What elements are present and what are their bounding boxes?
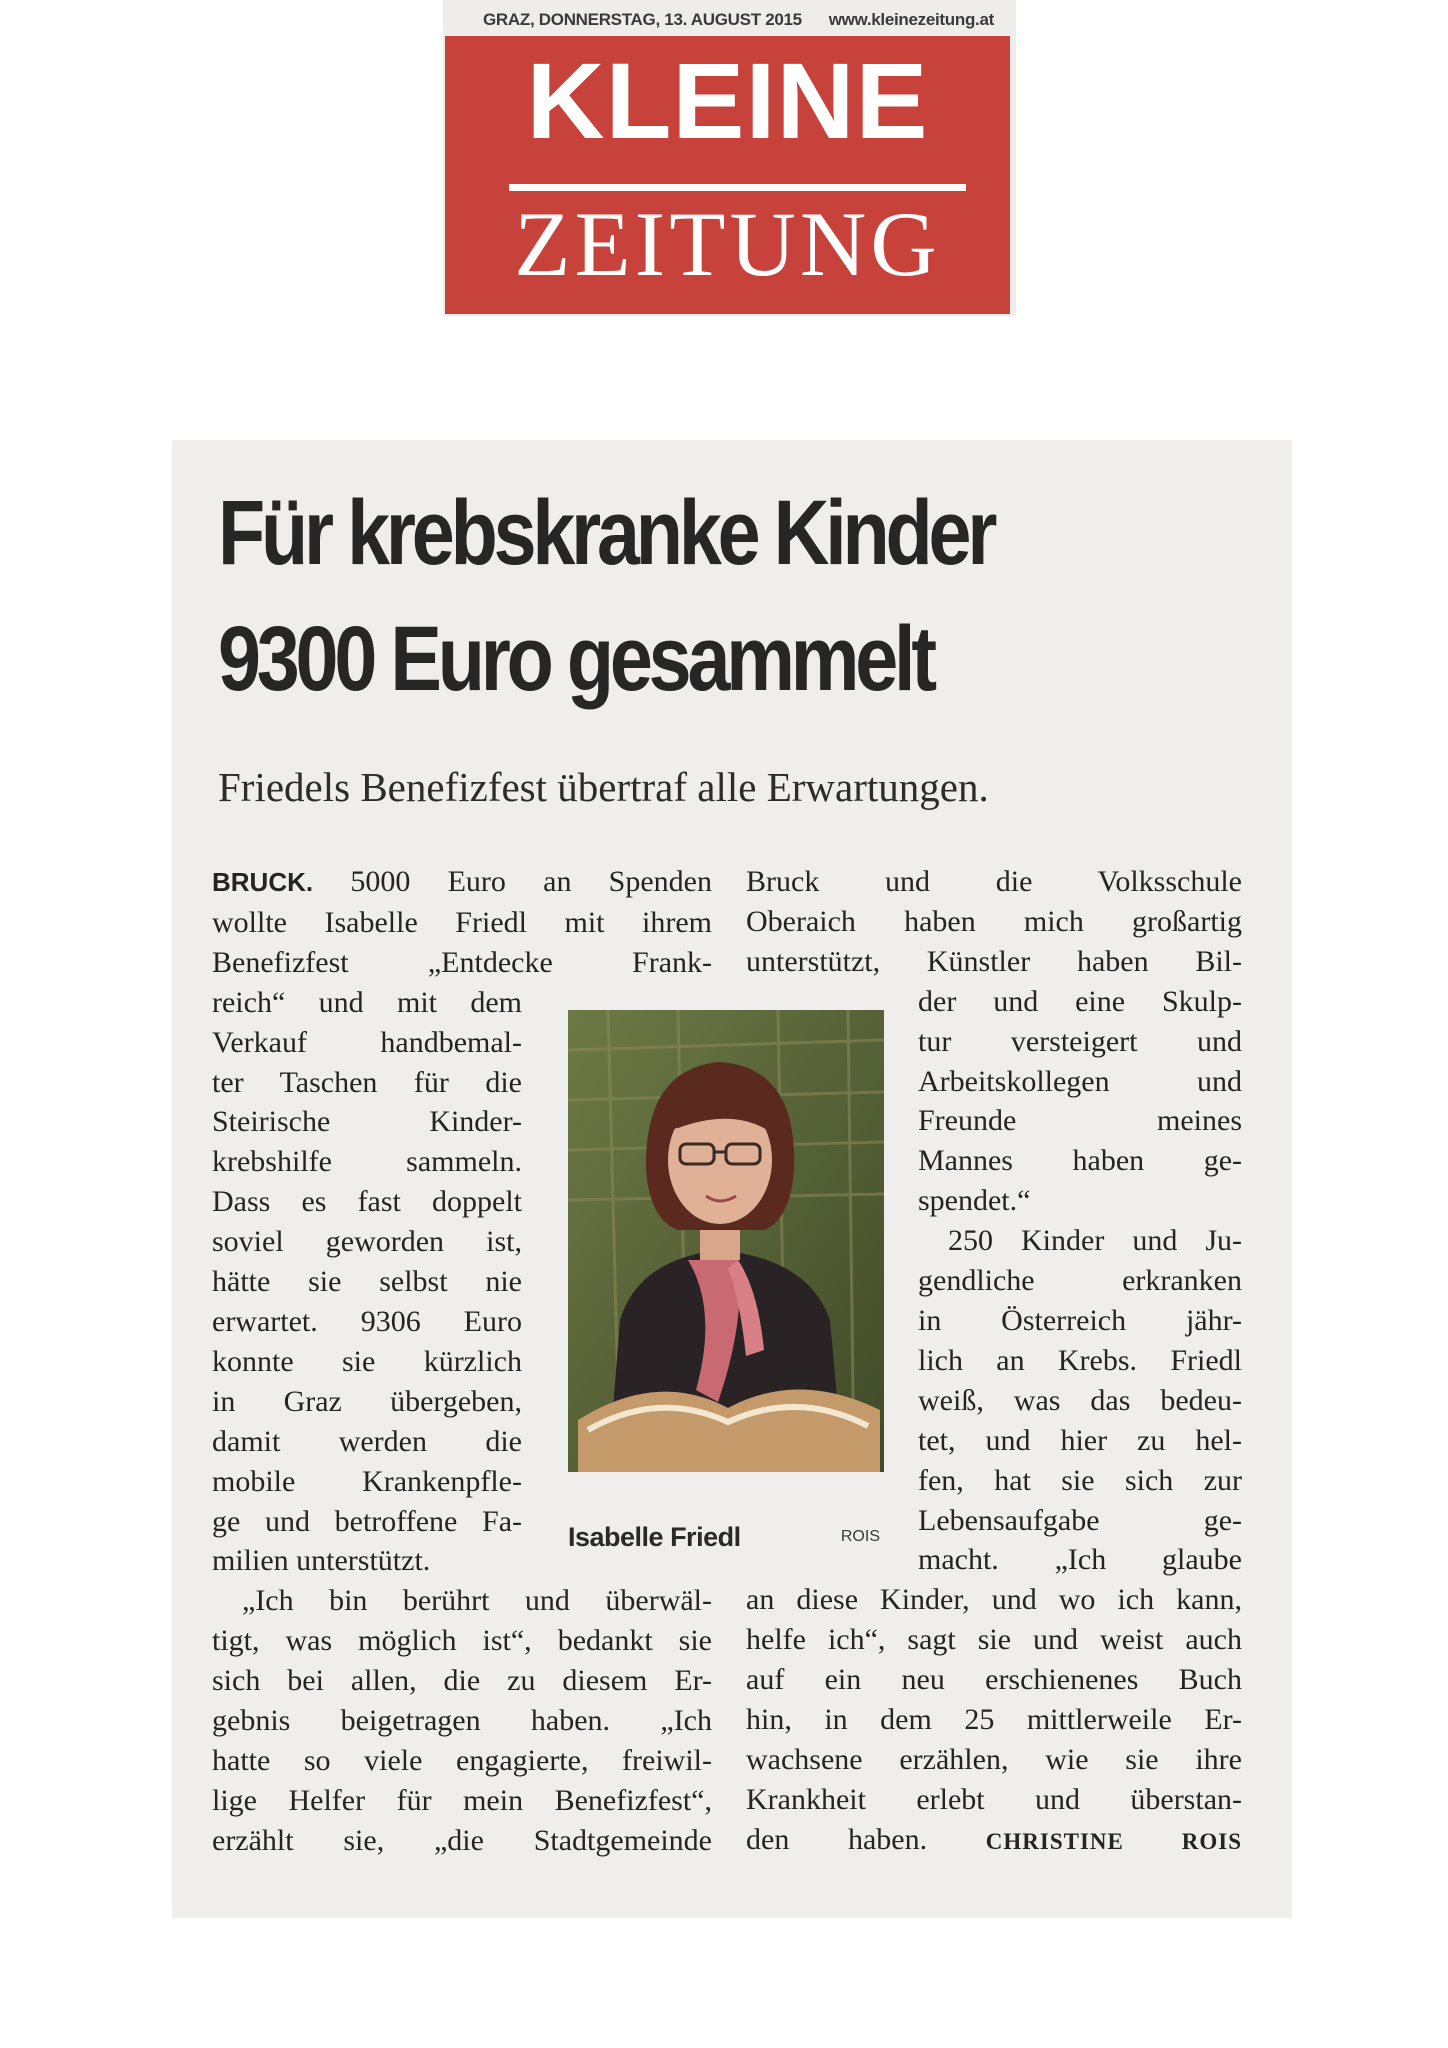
masthead-website: www.kleinezeitung.at	[828, 10, 994, 29]
text-line: Oberaich haben mich großartig	[746, 904, 1242, 938]
photo-credit: ROIS	[840, 1528, 880, 1545]
text-line: soviel geworden ist,	[212, 1225, 522, 1259]
text-fragment: den haben.	[746, 1822, 928, 1856]
text-line: konnte sie kürzlich	[212, 1344, 522, 1378]
logo-divider	[509, 184, 966, 191]
text-line: Verkauf handbemal-	[212, 1025, 522, 1059]
text-line: Freunde meines	[918, 1104, 1242, 1138]
text-line: krebshilfe sammeln.	[212, 1145, 522, 1179]
text-line: lige Helfer für mein Benefizfest“,	[212, 1783, 712, 1817]
text-line: erwartet. 9306 Euro	[212, 1304, 522, 1338]
text-line: Arbeitskollegen und	[918, 1064, 1242, 1098]
text-line: weiß, was das bedeu-	[918, 1383, 1242, 1417]
masthead-dateline: GRAZ, DONNERSTAG, 13. AUGUST 2015	[483, 10, 802, 29]
text-line: sich bei allen, die zu diesem Er-	[212, 1664, 712, 1698]
text-line: milien unterstützt.	[212, 1544, 431, 1578]
text-line: auf ein neu erschienenes Buch	[746, 1663, 1242, 1697]
text-fragment: 5000 Euro an Spenden	[350, 865, 712, 898]
article-byline: CHRISTINE ROIS	[985, 1828, 1243, 1854]
text-line: in Österreich jähr-	[918, 1303, 1242, 1337]
text-line: Benefizfest „Entdecke Frank-	[212, 945, 712, 979]
text-line: ge und betroffene Fa-	[212, 1504, 522, 1538]
article-clipping	[172, 440, 1292, 1918]
text-line: in Graz übergeben,	[212, 1384, 522, 1418]
text-line: Mannes haben ge-	[918, 1144, 1242, 1178]
text-line: Lebensaufgabe ge-	[918, 1503, 1242, 1537]
text-line: erzählt sie, „die Stadtgemeinde	[212, 1823, 712, 1857]
text-line: an diese Kinder, und wo ich kann,	[746, 1583, 1242, 1617]
text-line: damit werden die	[212, 1424, 522, 1458]
article-headline	[218, 470, 1108, 722]
text-line: wollte Isabelle Friedl mit ihrem	[212, 905, 712, 939]
text-line: Krankheit erlebt und überstan-	[746, 1782, 1242, 1816]
text-line: unterstützt, Künstler haben Bil-	[746, 944, 1242, 978]
text-line: macht. „Ich glaube	[918, 1543, 1242, 1577]
text-line: fen, hat sie sich zur	[918, 1463, 1242, 1497]
logo-zeitung: ZEITUNG	[514, 193, 941, 295]
text-line: mobile Krankenpfle-	[212, 1464, 522, 1498]
text-line: der und eine Skulp-	[918, 984, 1242, 1018]
text-line: „Ich bin berührt und überwäl-	[242, 1584, 712, 1618]
photo-caption-name: Isabelle Friedl	[568, 1522, 741, 1552]
headline-line-1: Für krebskranke Kinder	[218, 482, 994, 584]
text-line: helfe ich“, sagt sie und weist auch	[746, 1623, 1242, 1657]
text-line: tet, und hier zu hel-	[918, 1423, 1242, 1457]
text-line: wachsene erzählen, wie sie ihre	[746, 1742, 1242, 1776]
headline-line-2: 9300 Euro gesammelt	[218, 608, 933, 710]
text-line: reich“ und mit dem	[212, 985, 522, 1019]
newspaper-logo	[445, 36, 1010, 314]
text-line: ter Taschen für die	[212, 1065, 522, 1099]
text-line: Dass es fast doppelt	[212, 1185, 522, 1219]
text-line: hin, in dem 25 mittlerweile Er-	[746, 1703, 1242, 1737]
text-line: hatte so viele engagierte, freiwil-	[212, 1743, 712, 1777]
text-line: 250 Kinder und Ju-	[948, 1224, 1242, 1258]
masthead-top-strip	[443, 6, 1016, 34]
masthead-clipping	[443, 0, 1016, 316]
text-line: tur versteigert und	[918, 1024, 1242, 1058]
article-dateline: BRUCK.	[212, 867, 314, 897]
text-line: Steirische Kinder-	[212, 1105, 522, 1139]
text-line: tigt, was möglich ist“, bedankt sie	[212, 1624, 712, 1658]
text-line: lich an Krebs. Friedl	[918, 1343, 1242, 1377]
text-line: gebnis beigetragen haben. „Ich	[212, 1704, 712, 1738]
text-line: gendliche erkranken	[918, 1264, 1242, 1298]
article-column-right	[746, 862, 1242, 1862]
text-line: Bruck und die Volksschule	[746, 865, 1242, 898]
logo-kleine: KLEINE	[526, 40, 929, 161]
text-line	[212, 862, 712, 903]
text-line: spendet.“	[918, 1184, 1031, 1218]
text-line	[746, 1820, 1242, 1862]
article-subhead: Friedels Benefizfest übertraf alle Erwartungen.	[218, 764, 989, 810]
text-line: hätte sie selbst nie	[212, 1265, 522, 1299]
